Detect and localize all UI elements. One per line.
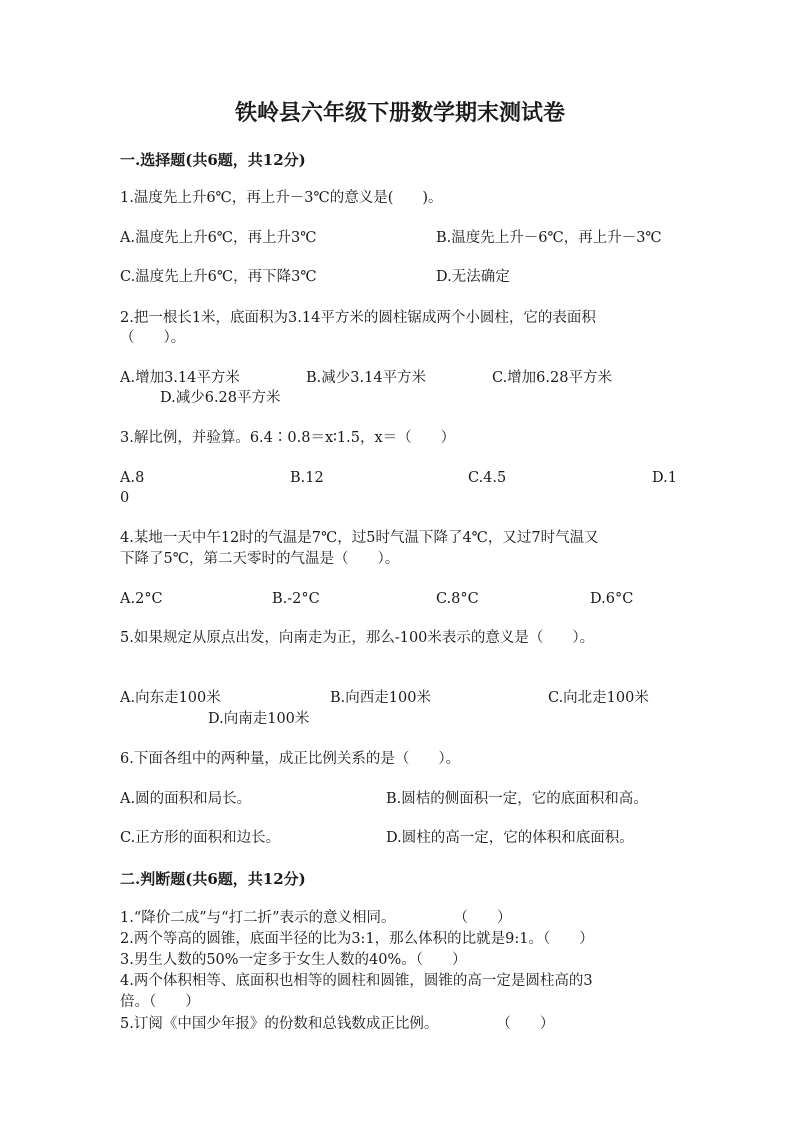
judgment-item-4: 4.两个体积相等、底面积也相等的圆柱和圆锥，圆锥的高一定是圆柱高的3 [120, 973, 593, 989]
q6-option-b: B.圆桔的侧面积一定，它的底面积和高。 [386, 791, 648, 807]
question-5: 5.如果规定从原点出发，向南走为正，那么-100米表示的意义是（ ）。 [120, 630, 595, 646]
q2-option-c: C.增加6.28平方米 [492, 370, 612, 386]
question-2: 2.把一根长1米，底面积为3.14平方米的圆柱锯成两个小圆柱，它的表面积 [120, 310, 596, 326]
judgment-item-1: 1.“降价二成”与“打二折”表示的意义相同。 （ ） [120, 910, 512, 926]
judgment-item-5: 5.订阅《中国少年报》的份数和总钱数成正比例。 （ ） [120, 1016, 555, 1032]
q3-option-d-wrap: 0 [120, 490, 130, 506]
q5-option-d: D.向南走100米 [208, 711, 310, 727]
q2-option-a: A.增加3.14平方米 [120, 370, 240, 386]
page-title: 铁岭县六年级下册数学期末测试卷 [234, 100, 565, 126]
question-6: 6.下面各组中的两种量，成正比例关系的是（ ）。 [120, 751, 461, 767]
q6-option-c: C.正方形的面积和边长。 [120, 830, 281, 846]
q2-option-d: D.减少6.28平方米 [160, 390, 281, 406]
q6-option-d: D.圆柱的高一定，它的体积和底面积。 [386, 830, 634, 846]
q1-option-c: C.温度先上升6℃，再下降3℃ [120, 269, 317, 285]
q1-option-d: D.无法确定 [436, 269, 510, 285]
q3-option-b: B.12 [290, 470, 324, 486]
q4-option-a: A.2°C [120, 591, 163, 607]
question-4: 4.某地一天中午12时的气温是7℃，过5时气温下降了4℃，又过7时气温又 [120, 530, 599, 546]
q3-option-a: A.8 [120, 470, 145, 486]
section-heading-judgment: 二.判断题(共6题，共12分) [120, 870, 306, 888]
q4-option-c: C.8°C [436, 591, 479, 607]
question-1: 1.温度先上升6℃，再上升－3℃的意义是( )。 [120, 190, 443, 206]
q4-option-b: B.-2°C [272, 591, 320, 607]
question-3: 3.解比例，并验算。6.4∶0.8＝x∶1.5，x＝（ ） [120, 430, 456, 446]
q3-option-c: C.4.5 [468, 470, 507, 486]
q3-option-d: D.1 [652, 470, 677, 486]
q2-option-b: B.减少3.14平方米 [306, 370, 427, 386]
q4-option-d: D.6°C [590, 591, 634, 607]
judgment-item-4-cont: 倍。（ ） [120, 994, 200, 1010]
question-4-cont: 下降了5℃，第二天零时的气温是（ ）。 [120, 551, 400, 567]
q1-option-b: B.温度先上升－6℃，再上升－3℃ [436, 230, 662, 246]
section-heading-choice: 一.选择题(共6题，共12分) [120, 151, 306, 169]
judgment-item-2: 2.两个等高的圆锥，底面半径的比为3:1，那么体积的比就是9:1。（ ） [120, 931, 594, 947]
q5-option-a: A.向东走100米 [120, 690, 221, 706]
judgment-item-3: 3.男生人数的50%一定多于女生人数的40%。（ ） [120, 952, 467, 968]
q6-option-a: A.圆的面积和局长。 [120, 791, 252, 807]
question-2-cont: （ ）。 [120, 330, 186, 346]
q5-option-b: B.向西走100米 [330, 690, 431, 706]
q5-option-c: C.向北走100米 [548, 690, 649, 706]
q1-option-a: A.温度先上升6℃，再上升3℃ [120, 230, 317, 246]
